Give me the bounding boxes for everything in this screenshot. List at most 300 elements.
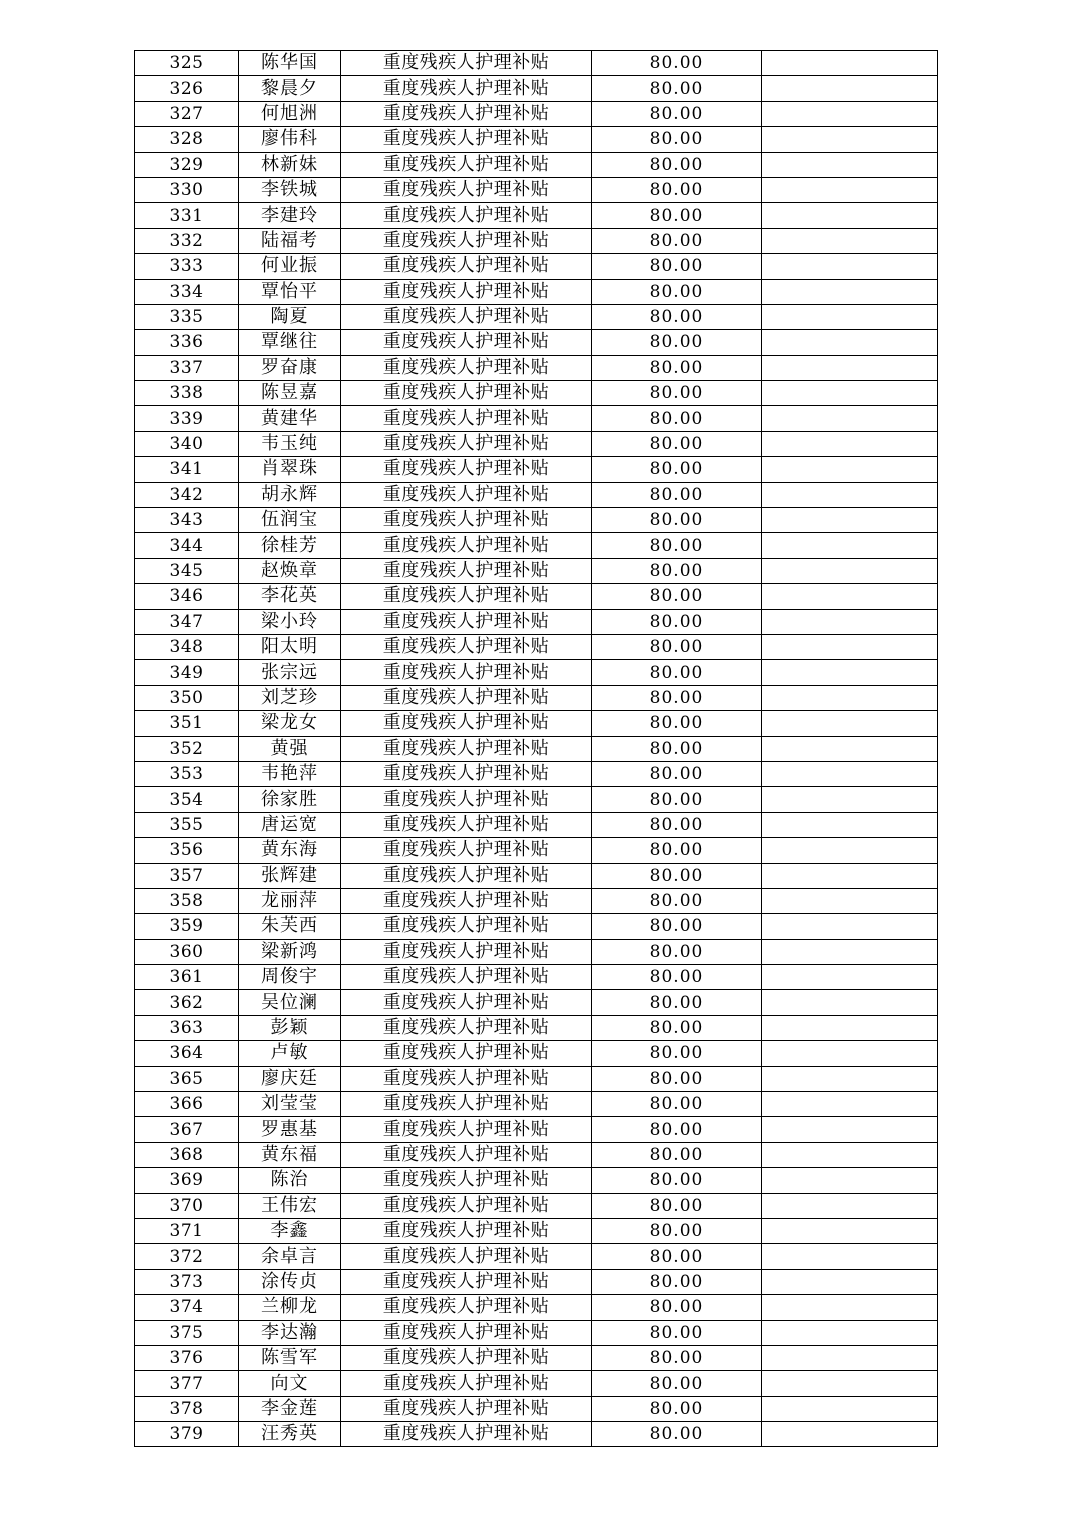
recipient-name-cell: 李铁城 xyxy=(239,177,341,202)
remarks-cell xyxy=(762,1396,938,1421)
row-number-cell: 363 xyxy=(135,1015,239,1040)
recipient-name-cell: 涂传贞 xyxy=(239,1269,341,1294)
table-row xyxy=(135,1244,938,1269)
table-row xyxy=(135,609,938,634)
remarks-cell xyxy=(762,634,938,659)
row-number-cell: 369 xyxy=(135,1168,239,1193)
subsidy-type-cell: 重度残疾人护理补贴 xyxy=(341,761,592,786)
recipient-name-cell: 刘芝珍 xyxy=(239,685,341,710)
row-number-cell: 366 xyxy=(135,1092,239,1117)
recipient-name-cell: 陈治 xyxy=(239,1168,341,1193)
table-row xyxy=(135,685,938,710)
table-row xyxy=(135,558,938,583)
remarks-cell xyxy=(762,812,938,837)
subsidy-table xyxy=(134,50,938,1447)
row-number-cell: 341 xyxy=(135,457,239,482)
amount-cell: 80.00 xyxy=(592,127,762,152)
subsidy-type-cell: 重度残疾人护理补贴 xyxy=(341,533,592,558)
remarks-cell xyxy=(762,660,938,685)
table-row xyxy=(135,965,938,990)
remarks-cell xyxy=(762,1168,938,1193)
recipient-name-cell: 陈昱嘉 xyxy=(239,381,341,406)
row-number-cell: 365 xyxy=(135,1066,239,1091)
recipient-name-cell: 朱芙西 xyxy=(239,914,341,939)
recipient-name-cell: 黎晨夕 xyxy=(239,76,341,101)
amount-cell: 80.00 xyxy=(592,1320,762,1345)
recipient-name-cell: 李达瀚 xyxy=(239,1320,341,1345)
amount-cell: 80.00 xyxy=(592,51,762,76)
remarks-cell xyxy=(762,127,938,152)
remarks-cell xyxy=(762,1244,938,1269)
amount-cell: 80.00 xyxy=(592,685,762,710)
row-number-cell: 332 xyxy=(135,228,239,253)
amount-cell: 80.00 xyxy=(592,406,762,431)
recipient-name-cell: 黄建华 xyxy=(239,406,341,431)
amount-cell: 80.00 xyxy=(592,863,762,888)
recipient-name-cell: 黄东福 xyxy=(239,1142,341,1167)
amount-cell: 80.00 xyxy=(592,1422,762,1447)
recipient-name-cell: 陶夏 xyxy=(239,304,341,329)
row-number-cell: 351 xyxy=(135,711,239,736)
recipient-name-cell: 罗奋康 xyxy=(239,355,341,380)
row-number-cell: 362 xyxy=(135,990,239,1015)
table-row xyxy=(135,279,938,304)
table-row xyxy=(135,1142,938,1167)
subsidy-type-cell: 重度残疾人护理补贴 xyxy=(341,482,592,507)
subsidy-type-cell: 重度残疾人护理补贴 xyxy=(341,939,592,964)
subsidy-type-cell: 重度残疾人护理补贴 xyxy=(341,888,592,913)
row-number-cell: 368 xyxy=(135,1142,239,1167)
amount-cell: 80.00 xyxy=(592,533,762,558)
table-row xyxy=(135,51,938,76)
recipient-name-cell: 韦艳萍 xyxy=(239,761,341,786)
amount-cell: 80.00 xyxy=(592,279,762,304)
recipient-name-cell: 黄东海 xyxy=(239,838,341,863)
table-row xyxy=(135,736,938,761)
amount-cell: 80.00 xyxy=(592,1396,762,1421)
remarks-cell xyxy=(762,939,938,964)
row-number-cell: 327 xyxy=(135,101,239,126)
subsidy-type-cell: 重度残疾人护理补贴 xyxy=(341,508,592,533)
subsidy-type-cell: 重度残疾人护理补贴 xyxy=(341,127,592,152)
amount-cell: 80.00 xyxy=(592,711,762,736)
amount-cell: 80.00 xyxy=(592,101,762,126)
remarks-cell xyxy=(762,533,938,558)
recipient-name-cell: 肖翠珠 xyxy=(239,457,341,482)
remarks-cell xyxy=(762,584,938,609)
recipient-name-cell: 黄强 xyxy=(239,736,341,761)
row-number-cell: 379 xyxy=(135,1422,239,1447)
table-row xyxy=(135,1193,938,1218)
subsidy-type-cell: 重度残疾人护理补贴 xyxy=(341,1218,592,1243)
table-row xyxy=(135,939,938,964)
recipient-name-cell: 罗惠基 xyxy=(239,1117,341,1142)
table-row xyxy=(135,660,938,685)
row-number-cell: 354 xyxy=(135,787,239,812)
subsidy-type-cell: 重度残疾人护理补贴 xyxy=(341,965,592,990)
table-row xyxy=(135,1041,938,1066)
subsidy-type-cell: 重度残疾人护理补贴 xyxy=(341,1422,592,1447)
recipient-name-cell: 吴位澜 xyxy=(239,990,341,1015)
amount-cell: 80.00 xyxy=(592,381,762,406)
subsidy-type-cell: 重度残疾人护理补贴 xyxy=(341,1345,592,1370)
remarks-cell xyxy=(762,914,938,939)
table-row xyxy=(135,203,938,228)
table-row xyxy=(135,634,938,659)
row-number-cell: 374 xyxy=(135,1295,239,1320)
recipient-name-cell: 李鑫 xyxy=(239,1218,341,1243)
subsidy-type-cell: 重度残疾人护理补贴 xyxy=(341,1269,592,1294)
table-row xyxy=(135,1092,938,1117)
subsidy-type-cell: 重度残疾人护理补贴 xyxy=(341,1244,592,1269)
recipient-name-cell: 周俊宇 xyxy=(239,965,341,990)
subsidy-type-cell: 重度残疾人护理补贴 xyxy=(341,457,592,482)
table-row xyxy=(135,127,938,152)
remarks-cell xyxy=(762,1041,938,1066)
subsidy-type-cell: 重度残疾人护理补贴 xyxy=(341,990,592,1015)
remarks-cell xyxy=(762,1320,938,1345)
amount-cell: 80.00 xyxy=(592,177,762,202)
subsidy-type-cell: 重度残疾人护理补贴 xyxy=(341,1295,592,1320)
recipient-name-cell: 韦玉纯 xyxy=(239,431,341,456)
remarks-cell xyxy=(762,863,938,888)
table-row xyxy=(135,1422,938,1447)
amount-cell: 80.00 xyxy=(592,609,762,634)
subsidy-type-cell: 重度残疾人护理补贴 xyxy=(341,787,592,812)
recipient-name-cell: 伍润宝 xyxy=(239,508,341,533)
row-number-cell: 378 xyxy=(135,1396,239,1421)
subsidy-table-body xyxy=(135,51,938,1447)
subsidy-type-cell: 重度残疾人护理补贴 xyxy=(341,609,592,634)
row-number-cell: 364 xyxy=(135,1041,239,1066)
recipient-name-cell: 王伟宏 xyxy=(239,1193,341,1218)
amount-cell: 80.00 xyxy=(592,736,762,761)
table-row xyxy=(135,1168,938,1193)
subsidy-type-cell: 重度残疾人护理补贴 xyxy=(341,914,592,939)
remarks-cell xyxy=(762,609,938,634)
amount-cell: 80.00 xyxy=(592,558,762,583)
table-row xyxy=(135,431,938,456)
table-row xyxy=(135,888,938,913)
amount-cell: 80.00 xyxy=(592,1244,762,1269)
subsidy-type-cell: 重度残疾人护理补贴 xyxy=(341,634,592,659)
amount-cell: 80.00 xyxy=(592,330,762,355)
remarks-cell xyxy=(762,711,938,736)
amount-cell: 80.00 xyxy=(592,1218,762,1243)
row-number-cell: 328 xyxy=(135,127,239,152)
subsidy-type-cell: 重度残疾人护理补贴 xyxy=(341,51,592,76)
subsidy-type-cell: 重度残疾人护理补贴 xyxy=(341,76,592,101)
amount-cell: 80.00 xyxy=(592,152,762,177)
table-row xyxy=(135,304,938,329)
remarks-cell xyxy=(762,888,938,913)
row-number-cell: 353 xyxy=(135,761,239,786)
subsidy-type-cell: 重度残疾人护理补贴 xyxy=(341,254,592,279)
recipient-name-cell: 唐运宽 xyxy=(239,812,341,837)
remarks-cell xyxy=(762,558,938,583)
amount-cell: 80.00 xyxy=(592,1345,762,1370)
row-number-cell: 343 xyxy=(135,508,239,533)
recipient-name-cell: 彭颖 xyxy=(239,1015,341,1040)
amount-cell: 80.00 xyxy=(592,1092,762,1117)
remarks-cell xyxy=(762,330,938,355)
remarks-cell xyxy=(762,76,938,101)
table-row xyxy=(135,1345,938,1370)
subsidy-type-cell: 重度残疾人护理补贴 xyxy=(341,1168,592,1193)
table-row xyxy=(135,228,938,253)
amount-cell: 80.00 xyxy=(592,990,762,1015)
amount-cell: 80.00 xyxy=(592,939,762,964)
row-number-cell: 335 xyxy=(135,304,239,329)
row-number-cell: 333 xyxy=(135,254,239,279)
amount-cell: 80.00 xyxy=(592,1168,762,1193)
remarks-cell xyxy=(762,761,938,786)
subsidy-type-cell: 重度残疾人护理补贴 xyxy=(341,812,592,837)
amount-cell: 80.00 xyxy=(592,1142,762,1167)
amount-cell: 80.00 xyxy=(592,1041,762,1066)
remarks-cell xyxy=(762,482,938,507)
table-row xyxy=(135,355,938,380)
table-row xyxy=(135,1320,938,1345)
table-row xyxy=(135,457,938,482)
subsidy-type-cell: 重度残疾人护理补贴 xyxy=(341,584,592,609)
remarks-cell xyxy=(762,1193,938,1218)
amount-cell: 80.00 xyxy=(592,203,762,228)
amount-cell: 80.00 xyxy=(592,508,762,533)
subsidy-type-cell: 重度残疾人护理补贴 xyxy=(341,1092,592,1117)
remarks-cell xyxy=(762,101,938,126)
amount-cell: 80.00 xyxy=(592,787,762,812)
row-number-cell: 357 xyxy=(135,863,239,888)
remarks-cell xyxy=(762,51,938,76)
recipient-name-cell: 陆福考 xyxy=(239,228,341,253)
subsidy-type-cell: 重度残疾人护理补贴 xyxy=(341,660,592,685)
amount-cell: 80.00 xyxy=(592,660,762,685)
table-row xyxy=(135,508,938,533)
amount-cell: 80.00 xyxy=(592,482,762,507)
recipient-name-cell: 梁小玲 xyxy=(239,609,341,634)
amount-cell: 80.00 xyxy=(592,1269,762,1294)
row-number-cell: 331 xyxy=(135,203,239,228)
remarks-cell xyxy=(762,177,938,202)
subsidy-type-cell: 重度残疾人护理补贴 xyxy=(341,1371,592,1396)
subsidy-type-cell: 重度残疾人护理补贴 xyxy=(341,558,592,583)
recipient-name-cell: 林新妹 xyxy=(239,152,341,177)
row-number-cell: 373 xyxy=(135,1269,239,1294)
remarks-cell xyxy=(762,406,938,431)
subsidy-type-cell: 重度残疾人护理补贴 xyxy=(341,355,592,380)
amount-cell: 80.00 xyxy=(592,457,762,482)
amount-cell: 80.00 xyxy=(592,254,762,279)
remarks-cell xyxy=(762,228,938,253)
recipient-name-cell: 廖伟科 xyxy=(239,127,341,152)
amount-cell: 80.00 xyxy=(592,1066,762,1091)
row-number-cell: 347 xyxy=(135,609,239,634)
remarks-cell xyxy=(762,838,938,863)
table-row xyxy=(135,761,938,786)
remarks-cell xyxy=(762,1422,938,1447)
table-row xyxy=(135,406,938,431)
subsidy-type-cell: 重度残疾人护理补贴 xyxy=(341,1015,592,1040)
table-row xyxy=(135,254,938,279)
subsidy-type-cell: 重度残疾人护理补贴 xyxy=(341,177,592,202)
row-number-cell: 356 xyxy=(135,838,239,863)
remarks-cell xyxy=(762,1371,938,1396)
row-number-cell: 342 xyxy=(135,482,239,507)
row-number-cell: 336 xyxy=(135,330,239,355)
subsidy-type-cell: 重度残疾人护理补贴 xyxy=(341,736,592,761)
table-row xyxy=(135,838,938,863)
remarks-cell xyxy=(762,1015,938,1040)
amount-cell: 80.00 xyxy=(592,838,762,863)
row-number-cell: 334 xyxy=(135,279,239,304)
amount-cell: 80.00 xyxy=(592,76,762,101)
recipient-name-cell: 李金莲 xyxy=(239,1396,341,1421)
recipient-name-cell: 廖庆廷 xyxy=(239,1066,341,1091)
table-row xyxy=(135,533,938,558)
amount-cell: 80.00 xyxy=(592,431,762,456)
remarks-cell xyxy=(762,152,938,177)
amount-cell: 80.00 xyxy=(592,965,762,990)
table-row xyxy=(135,863,938,888)
subsidy-type-cell: 重度残疾人护理补贴 xyxy=(341,330,592,355)
table-row xyxy=(135,1396,938,1421)
amount-cell: 80.00 xyxy=(592,914,762,939)
recipient-name-cell: 卢敏 xyxy=(239,1041,341,1066)
amount-cell: 80.00 xyxy=(592,812,762,837)
subsidy-type-cell: 重度残疾人护理补贴 xyxy=(341,279,592,304)
table-row xyxy=(135,381,938,406)
table-row xyxy=(135,1269,938,1294)
remarks-cell xyxy=(762,965,938,990)
remarks-cell xyxy=(762,1345,938,1370)
remarks-cell xyxy=(762,508,938,533)
recipient-name-cell: 覃继往 xyxy=(239,330,341,355)
recipient-name-cell: 张辉建 xyxy=(239,863,341,888)
remarks-cell xyxy=(762,1092,938,1117)
row-number-cell: 355 xyxy=(135,812,239,837)
row-number-cell: 337 xyxy=(135,355,239,380)
remarks-cell xyxy=(762,1066,938,1091)
recipient-name-cell: 汪秀英 xyxy=(239,1422,341,1447)
table-row xyxy=(135,1218,938,1243)
subsidy-type-cell: 重度残疾人护理补贴 xyxy=(341,838,592,863)
recipient-name-cell: 赵焕章 xyxy=(239,558,341,583)
table-row xyxy=(135,914,938,939)
amount-cell: 80.00 xyxy=(592,888,762,913)
subsidy-type-cell: 重度残疾人护理补贴 xyxy=(341,1193,592,1218)
amount-cell: 80.00 xyxy=(592,1015,762,1040)
remarks-cell xyxy=(762,279,938,304)
table-row xyxy=(135,152,938,177)
remarks-cell xyxy=(762,381,938,406)
subsidy-type-cell: 重度残疾人护理补贴 xyxy=(341,863,592,888)
subsidy-type-cell: 重度残疾人护理补贴 xyxy=(341,1396,592,1421)
recipient-name-cell: 何旭洲 xyxy=(239,101,341,126)
table-row xyxy=(135,1066,938,1091)
table-row xyxy=(135,711,938,736)
remarks-cell xyxy=(762,787,938,812)
remarks-cell xyxy=(762,1295,938,1320)
row-number-cell: 325 xyxy=(135,51,239,76)
remarks-cell xyxy=(762,355,938,380)
remarks-cell xyxy=(762,685,938,710)
amount-cell: 80.00 xyxy=(592,584,762,609)
subsidy-type-cell: 重度残疾人护理补贴 xyxy=(341,228,592,253)
row-number-cell: 348 xyxy=(135,634,239,659)
row-number-cell: 358 xyxy=(135,888,239,913)
table-row xyxy=(135,177,938,202)
amount-cell: 80.00 xyxy=(592,1371,762,1396)
table-row xyxy=(135,1295,938,1320)
recipient-name-cell: 兰柳龙 xyxy=(239,1295,341,1320)
table-row xyxy=(135,330,938,355)
subsidy-type-cell: 重度残疾人护理补贴 xyxy=(341,1117,592,1142)
recipient-name-cell: 何业振 xyxy=(239,254,341,279)
recipient-name-cell: 向文 xyxy=(239,1371,341,1396)
recipient-name-cell: 刘莹莹 xyxy=(239,1092,341,1117)
subsidy-type-cell: 重度残疾人护理补贴 xyxy=(341,711,592,736)
recipient-name-cell: 徐家胜 xyxy=(239,787,341,812)
recipient-name-cell: 余卓言 xyxy=(239,1244,341,1269)
row-number-cell: 375 xyxy=(135,1320,239,1345)
subsidy-type-cell: 重度残疾人护理补贴 xyxy=(341,1142,592,1167)
row-number-cell: 345 xyxy=(135,558,239,583)
amount-cell: 80.00 xyxy=(592,304,762,329)
row-number-cell: 361 xyxy=(135,965,239,990)
remarks-cell xyxy=(762,431,938,456)
subsidy-type-cell: 重度残疾人护理补贴 xyxy=(341,101,592,126)
recipient-name-cell: 李建玲 xyxy=(239,203,341,228)
row-number-cell: 360 xyxy=(135,939,239,964)
row-number-cell: 370 xyxy=(135,1193,239,1218)
subsidy-type-cell: 重度残疾人护理补贴 xyxy=(341,1320,592,1345)
amount-cell: 80.00 xyxy=(592,1193,762,1218)
remarks-cell xyxy=(762,1218,938,1243)
row-number-cell: 376 xyxy=(135,1345,239,1370)
amount-cell: 80.00 xyxy=(592,1295,762,1320)
row-number-cell: 349 xyxy=(135,660,239,685)
amount-cell: 80.00 xyxy=(592,761,762,786)
row-number-cell: 346 xyxy=(135,584,239,609)
recipient-name-cell: 覃怡平 xyxy=(239,279,341,304)
row-number-cell: 338 xyxy=(135,381,239,406)
subsidy-type-cell: 重度残疾人护理补贴 xyxy=(341,1066,592,1091)
remarks-cell xyxy=(762,1269,938,1294)
remarks-cell xyxy=(762,990,938,1015)
row-number-cell: 340 xyxy=(135,431,239,456)
subsidy-type-cell: 重度残疾人护理补贴 xyxy=(341,203,592,228)
recipient-name-cell: 阳太明 xyxy=(239,634,341,659)
recipient-name-cell: 陈华国 xyxy=(239,51,341,76)
remarks-cell xyxy=(762,203,938,228)
subsidy-type-cell: 重度残疾人护理补贴 xyxy=(341,1041,592,1066)
table-row xyxy=(135,101,938,126)
table-row xyxy=(135,1371,938,1396)
table-row xyxy=(135,1015,938,1040)
remarks-cell xyxy=(762,736,938,761)
row-number-cell: 350 xyxy=(135,685,239,710)
row-number-cell: 329 xyxy=(135,152,239,177)
remarks-cell xyxy=(762,1142,938,1167)
table-row xyxy=(135,812,938,837)
amount-cell: 80.00 xyxy=(592,355,762,380)
table-row xyxy=(135,990,938,1015)
remarks-cell xyxy=(762,1117,938,1142)
table-row xyxy=(135,1117,938,1142)
recipient-name-cell: 李花英 xyxy=(239,584,341,609)
table-row xyxy=(135,482,938,507)
